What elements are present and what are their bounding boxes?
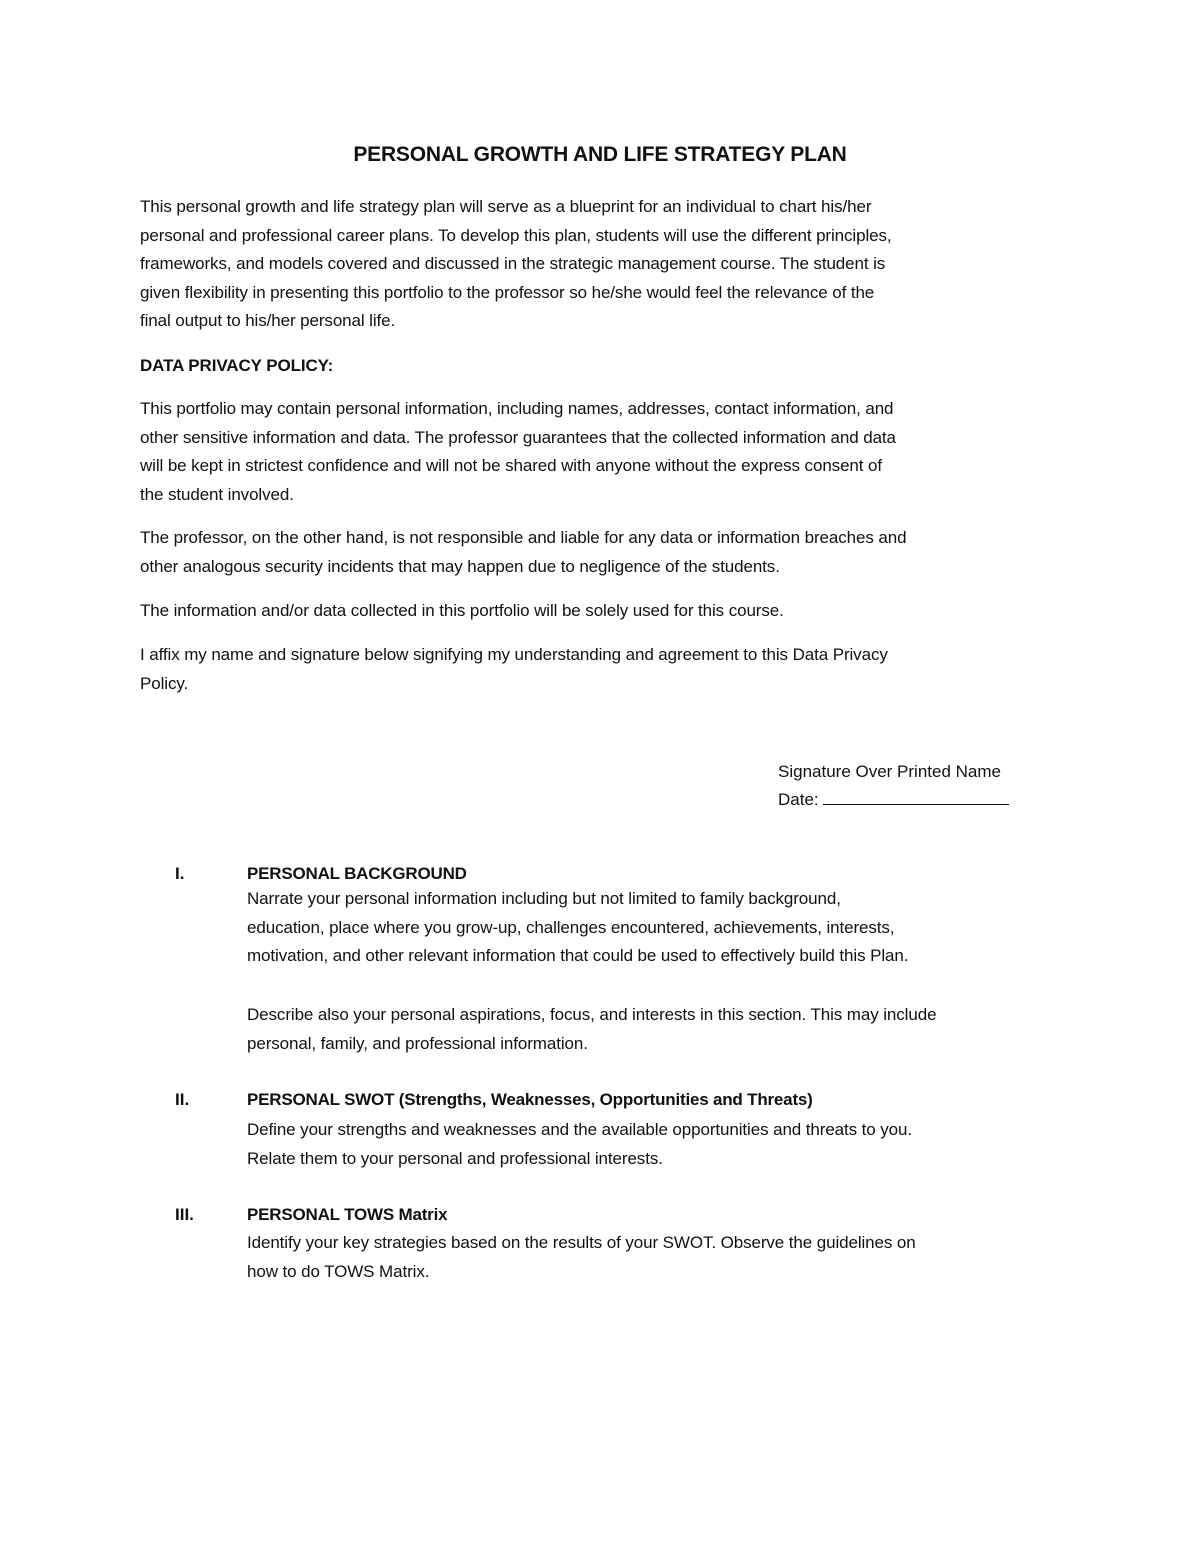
privacy-line: I affix my name and signature below signifying my understanding and agreement to this Data Privacy	[140, 645, 888, 664]
section-line: Describe also your personal aspirations, focus, and interests in this section. This may include	[247, 1005, 937, 1024]
privacy-paragraph-4	[140, 641, 1060, 698]
intro-line: final output to his/her personal life.	[140, 311, 396, 331]
section-number: II.	[175, 1090, 190, 1109]
intro-line: personal and professional career plans. To develop this plan, students will use the different principles,	[140, 225, 892, 245]
privacy-line: Policy.	[140, 673, 189, 693]
document-title: PERSONAL GROWTH AND LIFE STRATEGY PLAN	[353, 143, 847, 166]
section-line: Relate them to your personal and professional interests.	[247, 1148, 663, 1168]
section-heading: PERSONAL TOWS Matrix	[247, 1205, 448, 1224]
section-body	[247, 1229, 1067, 1286]
intro-paragraph	[140, 193, 1060, 336]
date-blank-line	[823, 786, 1009, 805]
intro-line: given flexibility in presenting this portfolio to the professor so he/she would feel the relevance of the	[140, 282, 875, 302]
section-line: Identify your key strategies based on the results of your SWOT. Observe the guidelines on	[247, 1233, 916, 1252]
section-body	[247, 1001, 1067, 1058]
privacy-paragraph-1	[140, 395, 1060, 509]
privacy-paragraph-3: The information and/or data collected in this portfolio will be solely used for this course.	[140, 601, 784, 620]
section-body	[247, 885, 1067, 971]
privacy-line: The professor, on the other hand, is not responsible and liable for any data or information breaches and	[140, 528, 907, 547]
section-number: I.	[175, 864, 185, 883]
intro-line: frameworks, and models covered and discussed in the strategic management course. The student is	[140, 254, 886, 274]
section-line: personal, family, and professional information.	[247, 1033, 588, 1053]
section-line: education, place where you grow-up, challenges encountered, achievements, interests,	[247, 917, 895, 937]
privacy-line: will be kept in strictest confidence and will not be shared with anyone without the express consent of	[140, 456, 883, 476]
privacy-line: other sensitive information and data. The professor guarantees that the collected information and data	[140, 427, 896, 447]
privacy-line: This portfolio may contain personal information, including names, addresses, contact information, and	[140, 399, 894, 418]
section-line: how to do TOWS Matrix.	[247, 1261, 430, 1281]
section-line: Define your strengths and weaknesses and the available opportunities and threats to you.	[247, 1120, 913, 1139]
intro-line: This personal growth and life strategy plan will serve as a blueprint for an individual to chart his/her	[140, 197, 872, 216]
privacy-line: the student involved.	[140, 484, 294, 504]
section-line: Narrate your personal information including but not limited to family background,	[247, 889, 841, 908]
section-heading: PERSONAL BACKGROUND	[247, 864, 467, 883]
date-field	[778, 786, 1009, 814]
privacy-heading: DATA PRIVACY POLICY:	[140, 356, 334, 375]
privacy-paragraph-2	[140, 524, 1060, 581]
date-label: Date:	[778, 790, 819, 809]
section-line: motivation, and other relevant information that could be used to effectively build this Plan.	[247, 946, 909, 966]
privacy-line: other analogous security incidents that may happen due to negligence of the students.	[140, 556, 780, 576]
section-body	[247, 1116, 1067, 1173]
section-number: III.	[175, 1205, 194, 1224]
signature-label: Signature Over Printed Name	[778, 762, 1001, 781]
section-heading: PERSONAL SWOT (Strengths, Weaknesses, Opportunities and Threats)	[247, 1090, 813, 1109]
